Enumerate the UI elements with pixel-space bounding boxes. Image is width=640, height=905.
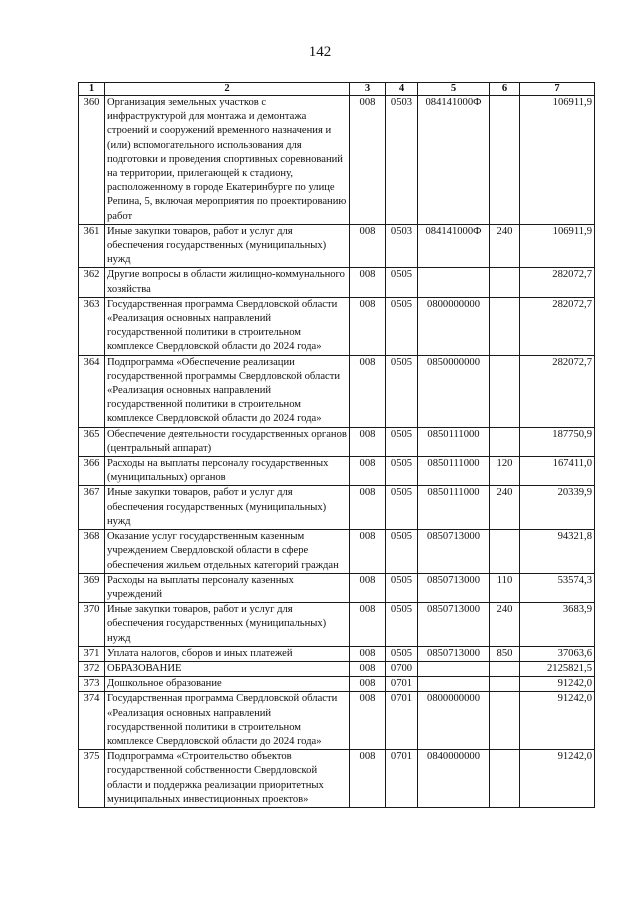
row-amount: 3683,9 bbox=[520, 603, 595, 647]
row-target-code bbox=[418, 268, 490, 297]
row-department-code: 008 bbox=[350, 692, 386, 750]
row-section-code: 0505 bbox=[386, 573, 418, 602]
row-name: ОБРАЗОВАНИЕ bbox=[105, 661, 350, 676]
row-name: Государственная программа Свердловской области «Реализация основных направлений государственной политики в строительном комплексе Свердловской области до 2024 года» bbox=[105, 297, 350, 355]
row-target-code: 0850713000 bbox=[418, 573, 490, 602]
row-section-code: 0503 bbox=[386, 224, 418, 268]
row-number: 373 bbox=[79, 677, 105, 692]
row-expense-kind bbox=[490, 427, 520, 456]
table-row bbox=[79, 297, 595, 355]
row-number: 361 bbox=[79, 224, 105, 268]
row-department-code: 008 bbox=[350, 530, 386, 574]
table-row bbox=[79, 603, 595, 647]
row-target-code: 0850713000 bbox=[418, 603, 490, 647]
row-number: 362 bbox=[79, 268, 105, 297]
row-number: 371 bbox=[79, 646, 105, 661]
row-expense-kind bbox=[490, 692, 520, 750]
row-department-code: 008 bbox=[350, 750, 386, 808]
row-name: Иные закупки товаров, работ и услуг для обеспечения государственных (муниципальных) нужд bbox=[105, 224, 350, 268]
row-expense-kind bbox=[490, 297, 520, 355]
row-number: 370 bbox=[79, 603, 105, 647]
row-amount: 282072,7 bbox=[520, 355, 595, 427]
row-expense-kind bbox=[490, 750, 520, 808]
row-department-code: 008 bbox=[350, 677, 386, 692]
row-expense-kind bbox=[490, 677, 520, 692]
row-department-code: 008 bbox=[350, 661, 386, 676]
row-number: 363 bbox=[79, 297, 105, 355]
row-name: Другие вопросы в области жилищно-коммунального хозяйства bbox=[105, 268, 350, 297]
page-number: 142 bbox=[308, 44, 332, 60]
row-target-code: 0850111000 bbox=[418, 427, 490, 456]
row-expense-kind: 240 bbox=[490, 486, 520, 530]
column-header: 5 bbox=[418, 83, 490, 96]
row-amount: 106911,9 bbox=[520, 224, 595, 268]
row-amount: 20339,9 bbox=[520, 486, 595, 530]
row-expense-kind bbox=[490, 96, 520, 225]
row-amount: 106911,9 bbox=[520, 96, 595, 225]
row-section-code: 0505 bbox=[386, 530, 418, 574]
table-row bbox=[79, 573, 595, 602]
row-target-code: 0850111000 bbox=[418, 486, 490, 530]
row-section-code: 0503 bbox=[386, 96, 418, 225]
row-department-code: 008 bbox=[350, 297, 386, 355]
budget-table bbox=[78, 82, 595, 808]
row-target-code bbox=[418, 677, 490, 692]
row-number: 367 bbox=[79, 486, 105, 530]
row-department-code: 008 bbox=[350, 268, 386, 297]
row-department-code: 008 bbox=[350, 573, 386, 602]
row-target-code: 0850713000 bbox=[418, 646, 490, 661]
row-name: Расходы на выплаты персоналу казенных учреждений bbox=[105, 573, 350, 602]
row-section-code: 0505 bbox=[386, 268, 418, 297]
row-section-code: 0505 bbox=[386, 486, 418, 530]
row-number: 369 bbox=[79, 573, 105, 602]
row-target-code: 0850111000 bbox=[418, 457, 490, 486]
row-section-code: 0505 bbox=[386, 297, 418, 355]
row-number: 372 bbox=[79, 661, 105, 676]
table-row bbox=[79, 427, 595, 456]
row-name: Оказание услуг государственным казенным учреждением Свердловской области в сфере обеспечения жильем отдельных категорий граждан bbox=[105, 530, 350, 574]
table-row bbox=[79, 677, 595, 692]
row-name: Иные закупки товаров, работ и услуг для обеспечения государственных (муниципальных) нужд bbox=[105, 486, 350, 530]
row-number: 364 bbox=[79, 355, 105, 427]
row-name: Дошкольное образование bbox=[105, 677, 350, 692]
row-section-code: 0701 bbox=[386, 677, 418, 692]
row-name: Иные закупки товаров, работ и услуг для обеспечения государственных (муниципальных) нужд bbox=[105, 603, 350, 647]
table-row bbox=[79, 661, 595, 676]
column-header: 6 bbox=[490, 83, 520, 96]
row-name: Подпрограмма «Обеспечение реализации государственной программы Свердловской области «Реализация основных направлений государственной политики в строительном комплексе Свердловской области до 2024 года» bbox=[105, 355, 350, 427]
row-section-code: 0505 bbox=[386, 457, 418, 486]
row-target-code: 0850000000 bbox=[418, 355, 490, 427]
table-row bbox=[79, 486, 595, 530]
row-name: Расходы на выплаты персоналу государственных (муниципальных) органов bbox=[105, 457, 350, 486]
row-number: 365 bbox=[79, 427, 105, 456]
table-body bbox=[79, 96, 595, 808]
row-target-code: 0840000000 bbox=[418, 750, 490, 808]
table-row bbox=[79, 457, 595, 486]
row-department-code: 008 bbox=[350, 646, 386, 661]
row-department-code: 008 bbox=[350, 96, 386, 225]
table-row bbox=[79, 224, 595, 268]
column-header: 1 bbox=[79, 83, 105, 96]
row-amount: 167411,0 bbox=[520, 457, 595, 486]
row-target-code: 0800000000 bbox=[418, 297, 490, 355]
table-row bbox=[79, 530, 595, 574]
row-amount: 91242,0 bbox=[520, 692, 595, 750]
row-department-code: 008 bbox=[350, 457, 386, 486]
header-row bbox=[79, 83, 595, 96]
row-name: Организация земельных участков с инфраструктурой для монтажа и демонтажа строений и сооружений временного назначения и (или) вспомогательного использования для подготовки и проведения спортивных соревнований на территории, прилегающей к стадиону, расположенному в городе Екатеринбурге по улице Репина, 5, включая мероприятия по проектированию работ bbox=[105, 96, 350, 225]
row-section-code: 0505 bbox=[386, 603, 418, 647]
row-target-code: 084141000Ф bbox=[418, 96, 490, 225]
row-department-code: 008 bbox=[350, 603, 386, 647]
row-expense-kind: 240 bbox=[490, 603, 520, 647]
row-expense-kind: 110 bbox=[490, 573, 520, 602]
table-row bbox=[79, 646, 595, 661]
row-department-code: 008 bbox=[350, 224, 386, 268]
row-amount: 91242,0 bbox=[520, 750, 595, 808]
row-target-code: 084141000Ф bbox=[418, 224, 490, 268]
table-row bbox=[79, 268, 595, 297]
row-section-code: 0505 bbox=[386, 427, 418, 456]
row-expense-kind bbox=[490, 268, 520, 297]
row-amount: 2125821,5 bbox=[520, 661, 595, 676]
row-name: Обеспечение деятельности государственных органов (центральный аппарат) bbox=[105, 427, 350, 456]
table-row bbox=[79, 750, 595, 808]
row-number: 366 bbox=[79, 457, 105, 486]
table-row bbox=[79, 96, 595, 225]
row-amount: 282072,7 bbox=[520, 268, 595, 297]
row-number: 368 bbox=[79, 530, 105, 574]
row-target-code bbox=[418, 661, 490, 676]
row-section-code: 0505 bbox=[386, 355, 418, 427]
row-department-code: 008 bbox=[350, 486, 386, 530]
row-amount: 53574,3 bbox=[520, 573, 595, 602]
row-department-code: 008 bbox=[350, 355, 386, 427]
row-expense-kind bbox=[490, 355, 520, 427]
row-section-code: 0701 bbox=[386, 692, 418, 750]
row-department-code: 008 bbox=[350, 427, 386, 456]
row-expense-kind bbox=[490, 661, 520, 676]
row-expense-kind: 120 bbox=[490, 457, 520, 486]
column-header: 4 bbox=[386, 83, 418, 96]
row-amount: 282072,7 bbox=[520, 297, 595, 355]
column-header: 7 bbox=[520, 83, 595, 96]
row-number: 375 bbox=[79, 750, 105, 808]
row-number: 360 bbox=[79, 96, 105, 225]
row-amount: 37063,6 bbox=[520, 646, 595, 661]
table-row bbox=[79, 355, 595, 427]
row-section-code: 0505 bbox=[386, 646, 418, 661]
column-header: 3 bbox=[350, 83, 386, 96]
row-expense-kind bbox=[490, 530, 520, 574]
row-target-code: 0850713000 bbox=[418, 530, 490, 574]
row-expense-kind: 850 bbox=[490, 646, 520, 661]
row-amount: 187750,9 bbox=[520, 427, 595, 456]
row-name: Уплата налогов, сборов и иных платежей bbox=[105, 646, 350, 661]
column-header: 2 bbox=[105, 83, 350, 96]
row-amount: 91242,0 bbox=[520, 677, 595, 692]
table-row bbox=[79, 692, 595, 750]
row-number: 374 bbox=[79, 692, 105, 750]
row-name: Государственная программа Свердловской области «Реализация основных направлений государственной политики в строительном комплексе Свердловской области до 2024 года» bbox=[105, 692, 350, 750]
row-amount: 94321,8 bbox=[520, 530, 595, 574]
row-name: Подпрограмма «Строительство объектов государственной собственности Свердловской области и поддержка реализации приоритетных муниципальных инвестиционных проектов» bbox=[105, 750, 350, 808]
row-expense-kind: 240 bbox=[490, 224, 520, 268]
row-section-code: 0701 bbox=[386, 750, 418, 808]
row-target-code: 0800000000 bbox=[418, 692, 490, 750]
row-section-code: 0700 bbox=[386, 661, 418, 676]
